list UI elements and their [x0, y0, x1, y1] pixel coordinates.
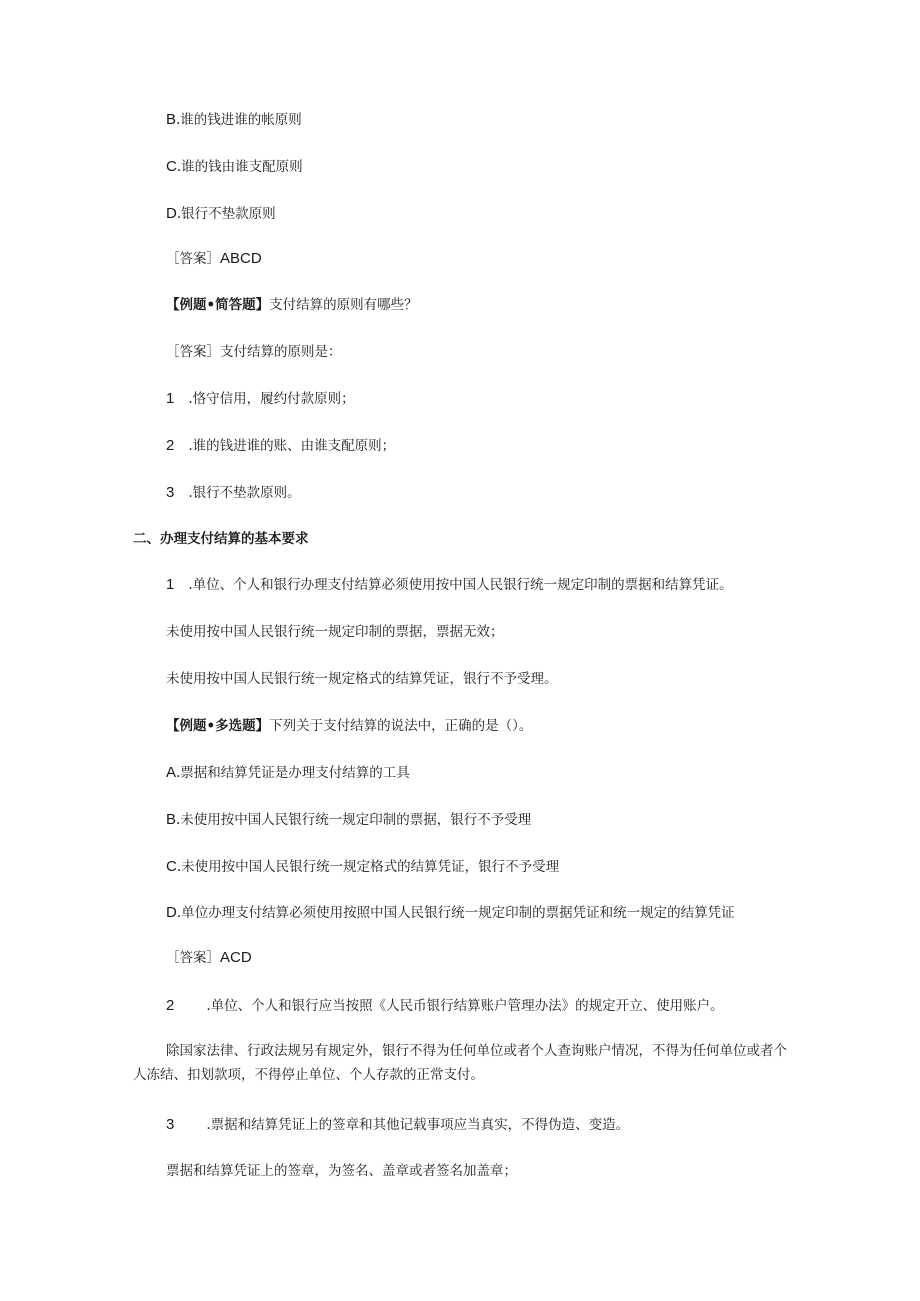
option-text: .未使用按中国人民银行统一规定印制的票据，银行不予受理 [176, 812, 532, 828]
option-b-line [166, 810, 531, 830]
answer-line [166, 249, 262, 269]
option-text: .谁的钱由谁支配原则 [176, 159, 303, 175]
option-letter: B [166, 111, 177, 128]
requirement-item [166, 996, 724, 1016]
item-number: 1 [166, 390, 175, 407]
option-letter: D [166, 205, 177, 222]
requirement-note-paragraph: 除国家法律、行政法规另有规定外，银行不得为任何单位或者个人查询账户情况，不得为任何单位或者个人冻结、扣划款项，不得停止单位、个人存款的正常支付。 [133, 1043, 787, 1083]
answer-value: ACD [220, 949, 252, 966]
section-heading: 二、办理支付结算的基本要求 [133, 531, 309, 547]
answer-text: 支付结算的原则是： [220, 344, 342, 360]
principle-item [166, 389, 355, 409]
option-d-line [166, 903, 735, 923]
answer-label: ［答案］ [166, 950, 220, 966]
example-question-line [166, 295, 418, 315]
option-text: .银行不垫款原则 [176, 206, 276, 222]
answer-line [166, 948, 252, 968]
item-text: .谁的钱进谁的账、由谁支配原则； [188, 438, 396, 454]
answer-line [166, 342, 342, 362]
option-text: .单位办理支付结算必须使用按照中国人民银行统一规定印制的票据凭证和统一规定的结算凭证 [176, 905, 735, 921]
example-text: 支付结算的原则有哪些？ [269, 297, 418, 313]
answer-label: ［答案］ [166, 344, 220, 360]
option-text: .谁的钱进谁的帐原则 [176, 112, 302, 128]
item-number: 2 [166, 997, 175, 1014]
item-text: .恪守信用，履约付款原则； [188, 391, 355, 407]
example-tag: 【例题•多选题】 [166, 718, 270, 734]
item-text: .单位、个人和银行办理支付结算必须使用按中国人民银行统一规定印制的票据和结算凭证。 [188, 577, 733, 593]
option-letter: D [166, 904, 177, 921]
requirement-note: 未使用按中国人民银行统一规定印制的票据，票据无效； [166, 624, 504, 640]
option-letter: A [166, 764, 177, 781]
requirement-note: 未使用按中国人民银行统一规定格式的结算凭证，银行不予受理。 [166, 671, 558, 687]
option-c-line [166, 157, 303, 177]
option-letter: C [166, 158, 177, 175]
answer-label: ［答案］ [166, 251, 220, 267]
option-letter: B [166, 811, 177, 828]
option-d-line [166, 204, 276, 224]
option-a-line [166, 763, 410, 783]
option-letter: C [166, 858, 177, 875]
item-text: .银行不垫款原则。 [188, 485, 301, 501]
option-text: .票据和结算凭证是办理支付结算的工具 [176, 765, 410, 781]
option-c-line [166, 857, 559, 877]
option-text: .未使用按中国人民银行统一规定格式的结算凭证，银行不予受理 [176, 859, 560, 875]
item-number: 3 [166, 1116, 175, 1133]
principle-item [166, 436, 395, 456]
example-text: 下列关于支付结算的说法中，正确的是（）。 [269, 718, 533, 734]
requirement-item [166, 575, 733, 595]
example-tag: 【例题•简答题】 [166, 297, 270, 313]
option-b-line [166, 110, 302, 130]
item-text: .票据和结算凭证上的签章和其他记载事项应当真实，不得伪造、变造。 [206, 1117, 630, 1133]
item-number: 2 [166, 437, 175, 454]
answer-value: ABCD [220, 250, 262, 267]
item-number: 1 [166, 576, 175, 593]
principle-item [166, 483, 301, 503]
example-question-line [166, 716, 532, 736]
item-text: .单位、个人和银行应当按照《人民币银行结算账户管理办法》的规定开立、使用账户。 [206, 998, 724, 1014]
requirement-item [166, 1115, 629, 1135]
requirement-note: 票据和结算凭证上的签章，为签名、盖章或者签名加盖章； [166, 1163, 517, 1179]
item-number: 3 [166, 484, 175, 501]
